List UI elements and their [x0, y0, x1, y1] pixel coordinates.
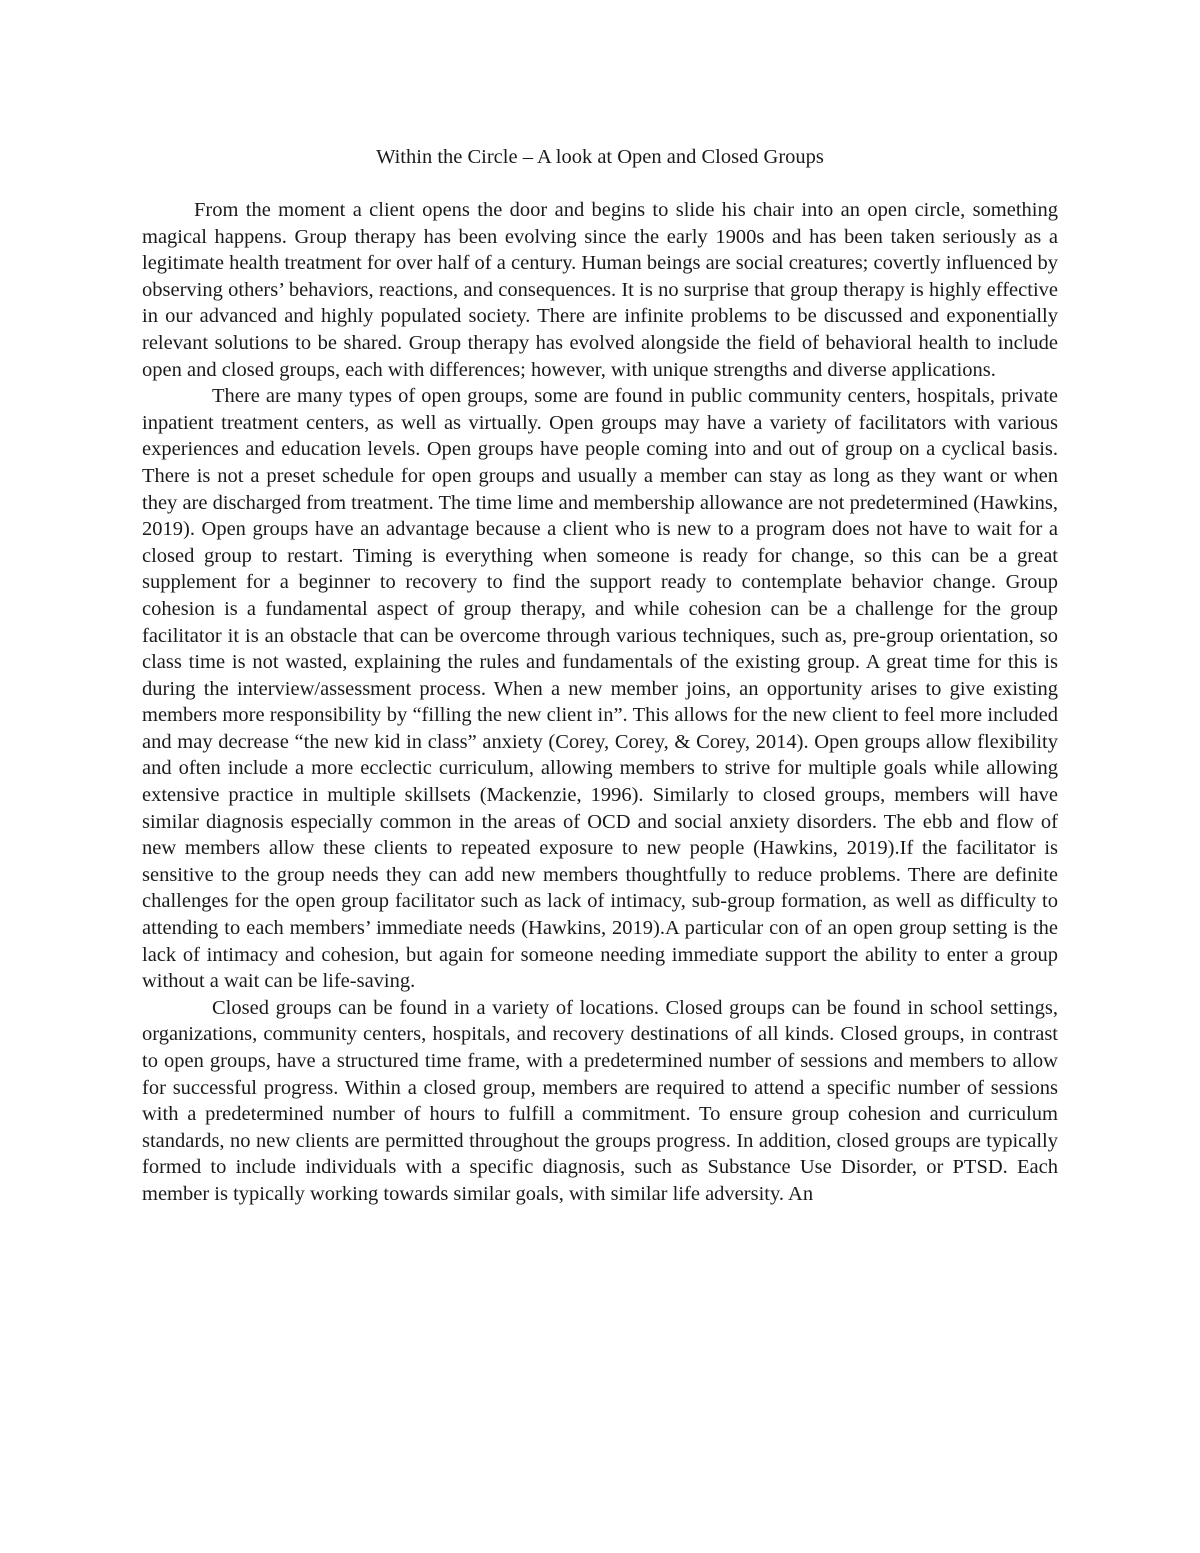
paragraph-open-groups: There are many types of open groups, some are found in public community centers, hospitals, private inpatient treatment centers, as well as virtually. Open groups may have a variety of facilitators with various experiences and education levels. Open groups have people coming into and out of group on a cyclical basis. There is not a preset schedule for open groups and usually a member can stay as long as they want or when they are discharged from treatment. The time lime and membership allowance are not predetermined (Hawkins, 2019). Open groups have an advantage because a client who is new to a program does not have to wait for a closed group to restart. Timing is everything when someone is ready for change, so this can be a great supplement for a beginner to recovery to find the support ready to contemplate behavior change. Group cohesion is a fundamental aspect of group therapy, and while cohesion can be a challenge for the group facilitator it is an obstacle that can be overcome through various techniques, such as, pre-group orientation, so class time is not wasted, explaining the rules and fundamentals of the existing group. A great time for this is during the interview/assessment process. When a new member joins, an opportunity arises to give existing members more responsibility by “filling the new client in”. This allows for the new client to feel more included and may decrease “the new kid in class” anxiety (Corey, Corey, & Corey, 2014). Open groups allow flexibility and often include a more ecclectic curriculum, allowing members to strive for multiple goals while allowing extensive practice in multiple skillsets (Mackenzie, 1996). Similarly to closed groups, members will have similar diagnosis especially common in the areas of OCD and social anxiety disorders. The ebb and flow of new members allow these clients to repeated exposure to new people (Hawkins, 2019).If the facilitator is sensitive to the group needs they can add new members thoughtfully to reduce problems. There are definite challenges for the open group facilitator such as lack of intimacy, sub-group formation, as well as difficulty to attending to each members’ immediate needs (Hawkins, 2019).A particular con of an open group setting is the lack of intimacy and cohesion, but again for someone needing immediate support the ability to enter a group without a wait can be life-saving.: [142, 385, 1058, 993]
document-title: Within the Circle – A look at Open and Closed Groups: [376, 146, 824, 168]
document-body: [142, 197, 1058, 1208]
paragraph-closed-groups: Closed groups can be found in a variety of locations. Closed groups can be found in school settings, organizations, community centers, hospitals, and recovery destinations of all kinds. Closed groups, in contrast to open groups, have a structured time frame, with a predetermined number of sessions and members to allow for successful progress. Within a closed group, members are required to attend a specific number of sessions with a predetermined number of hours to fulfill a commitment. To ensure group cohesion and curriculum standards, no new clients are permitted throughout the groups progress. In addition, closed groups are typically formed to include individuals with a specific diagnosis, such as Substance Use Disorder, or PTSD. Each member is typically working towards similar goals, with similar life adversity. An: [142, 996, 1058, 1205]
paragraph-introduction: From the moment a client opens the door and begins to slide his chair into an open circle, something magical happens. Group therapy has been evolving since the early 1900s and has been taken seriously as a legitimate health treatment for over half of a century. Human beings are social creatures; covertly influenced by observing others’ behaviors, reactions, and consequences. It is no surprise that group therapy is highly effective in our advanced and highly populated society. There are infinite problems to be discussed and exponentially relevant solutions to be shared. Group therapy has evolved alongside the field of behavioral health to include open and closed groups, each with differences; however, with unique strengths and diverse applications.: [142, 199, 1058, 381]
